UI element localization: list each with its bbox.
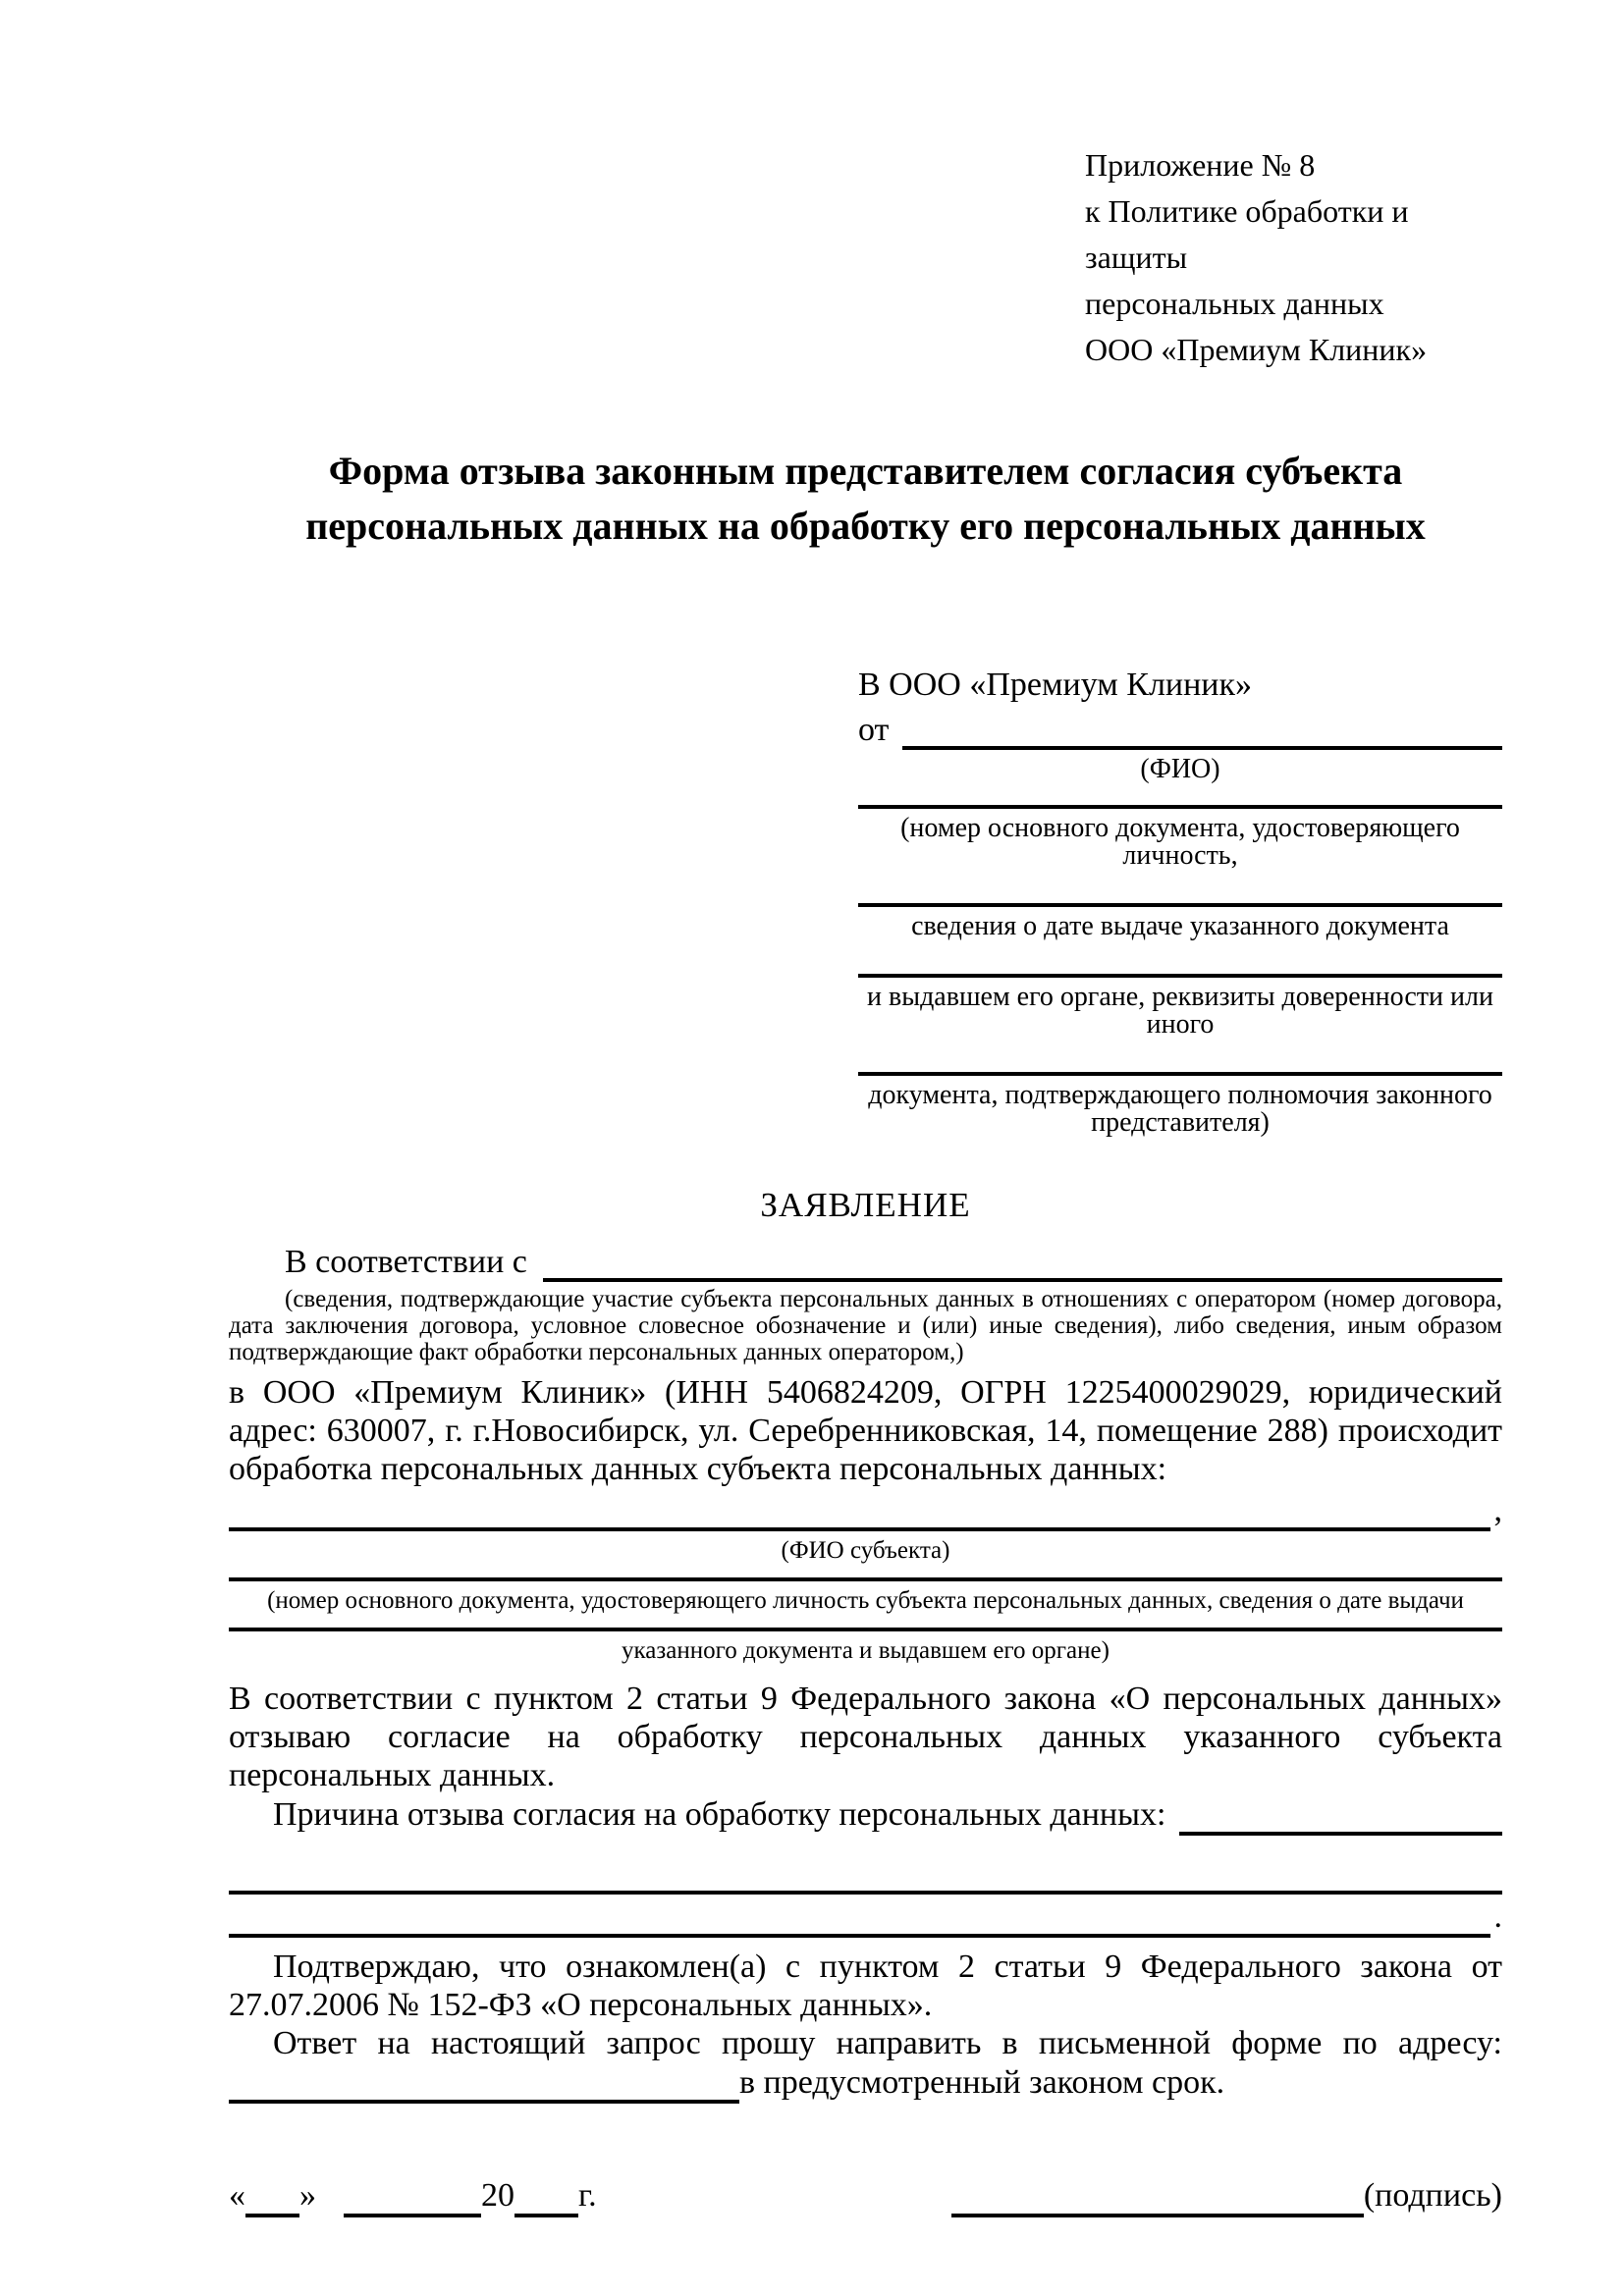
from-label: от (858, 712, 890, 748)
subject-fio-row (229, 1490, 1502, 1531)
reason-blank-line-3 (229, 1934, 1490, 1938)
date-quote-open: « (229, 2177, 245, 2214)
date-quote-close: » (299, 2177, 316, 2214)
reason-blank-line-2 (229, 1891, 1502, 1895)
from-row (858, 711, 1502, 750)
date-group (229, 2174, 597, 2217)
date-day-blank (245, 2214, 299, 2217)
doc-caption-2: сведения о дате выдаче указанного документа (911, 911, 1449, 941)
doc-blank-line-1 (858, 805, 1502, 809)
footer-row (229, 2174, 1502, 2217)
doc-blank-line-3 (858, 974, 1502, 978)
operator-paragraph: в ООО «Премиум Клиник» (ИНН 5406824209, ОГРН 1225400029029, юридический адрес: 630007, г. г.Новосибирск, ул. Серебренниковская, 14, помещение 288) происходит обработка персональных данных субъекта персональных данных: (229, 1374, 1502, 1487)
reply-address-row (229, 2062, 1502, 2104)
fio-blank-line (902, 746, 1502, 750)
reply-tail: в предусмотренный законом срок. (739, 2064, 1225, 2101)
subject-doc-caption-2: указанного документа и выдавшем его органе) (622, 1637, 1110, 1664)
subject-fio-caption: (ФИО субъекта) (781, 1537, 950, 1564)
appendix-line: ООО «Премиум Клиник» (1085, 332, 1428, 367)
document-title-line2: персональных данных на обработку его персональных данных (305, 504, 1426, 548)
appendix-line: Приложение № 8 (1085, 147, 1316, 183)
reply-address-blank-line (229, 2100, 739, 2104)
subject-fio-comma: , (1493, 1492, 1502, 1528)
doc-caption-1: (номер основного документа, удостоверяющего личность, (900, 813, 1460, 871)
document-title (229, 444, 1502, 554)
recipient-block (858, 664, 1502, 1137)
doc-caption-3: и выдавшем его органе, реквизиты доверенности или иного (867, 982, 1493, 1040)
intro-blank-line (543, 1278, 1502, 1282)
confirm-paragraph: Подтверждаю, что ознакомлен(а) с пунктом 2 статьи 9 Федерального закона от 27.07.2006 № 152-ФЗ «О персональных данных». (229, 1949, 1502, 2023)
recipient-to: В ООО «Премиум Клиник» (858, 667, 1253, 703)
intro-caption: (сведения, подтверждающие участие субъекта персональных данных в отношениях с оператором (номер договора, дата заключения договора, условное словесное обозначение и (или) иные сведения), либо сведения, иным образом подтверждающие факт обработки персональных данных оператором,) (229, 1286, 1502, 1365)
appendix-block (1085, 142, 1502, 373)
reply-lead-paragraph: Ответ на настоящий запрос прошу направить в письменной форме по адресу: (273, 2025, 1502, 2061)
signature-group (951, 2174, 1502, 2217)
date-year-prefix: 20 (481, 2177, 514, 2214)
reason-period: . (1493, 1898, 1502, 1935)
statement-heading: ЗАЯВЛЕНИЕ (760, 1186, 971, 1224)
intro-row (229, 1243, 1502, 1282)
subject-doc-caption-1: (номер основного документа, удостоверяющего личность субъекта персональных данных, сведения о дате выдачи (267, 1587, 1464, 1614)
subject-doc-blank-line-2 (229, 1628, 1502, 1631)
date-month-blank (344, 2214, 481, 2217)
intro-label: В соответствии с (285, 1244, 527, 1280)
signature-blank-line (951, 2214, 1364, 2217)
doc-caption-4: документа, подтверждающего полномочия законного представителя) (868, 1080, 1492, 1138)
reason-blank-line (1179, 1832, 1502, 1836)
appendix-line: к Политике обработки и защиты (1085, 193, 1409, 275)
appendix-line: персональных данных (1085, 286, 1384, 321)
fio-caption: (ФИО) (1140, 754, 1220, 784)
document-content (229, 142, 1502, 2217)
withdraw-paragraph: В соответствии с пунктом 2 статьи 9 Федерального закона «О персональных данных» отзываю согласие на обработку персональных данных указанного субъекта персональных данных. (229, 1681, 1502, 1793)
doc-blank-line-4 (858, 1072, 1502, 1076)
document-title-line1: Форма отзыва законным представителем согласия субъекта (328, 449, 1403, 493)
subject-doc-blank-line-1 (229, 1577, 1502, 1581)
reason-label: Причина отзыва согласия на обработку персональных данных: (273, 1796, 1166, 1833)
doc-blank-line-2 (858, 903, 1502, 907)
date-year-suffix: г. (578, 2177, 597, 2214)
reason-row (229, 1794, 1502, 1836)
signature-caption: (подпись) (1363, 2177, 1502, 2214)
subject-fio-blank-line (229, 1527, 1490, 1531)
reason-blank-row-3 (229, 1896, 1502, 1938)
date-year-blank (514, 2214, 578, 2217)
